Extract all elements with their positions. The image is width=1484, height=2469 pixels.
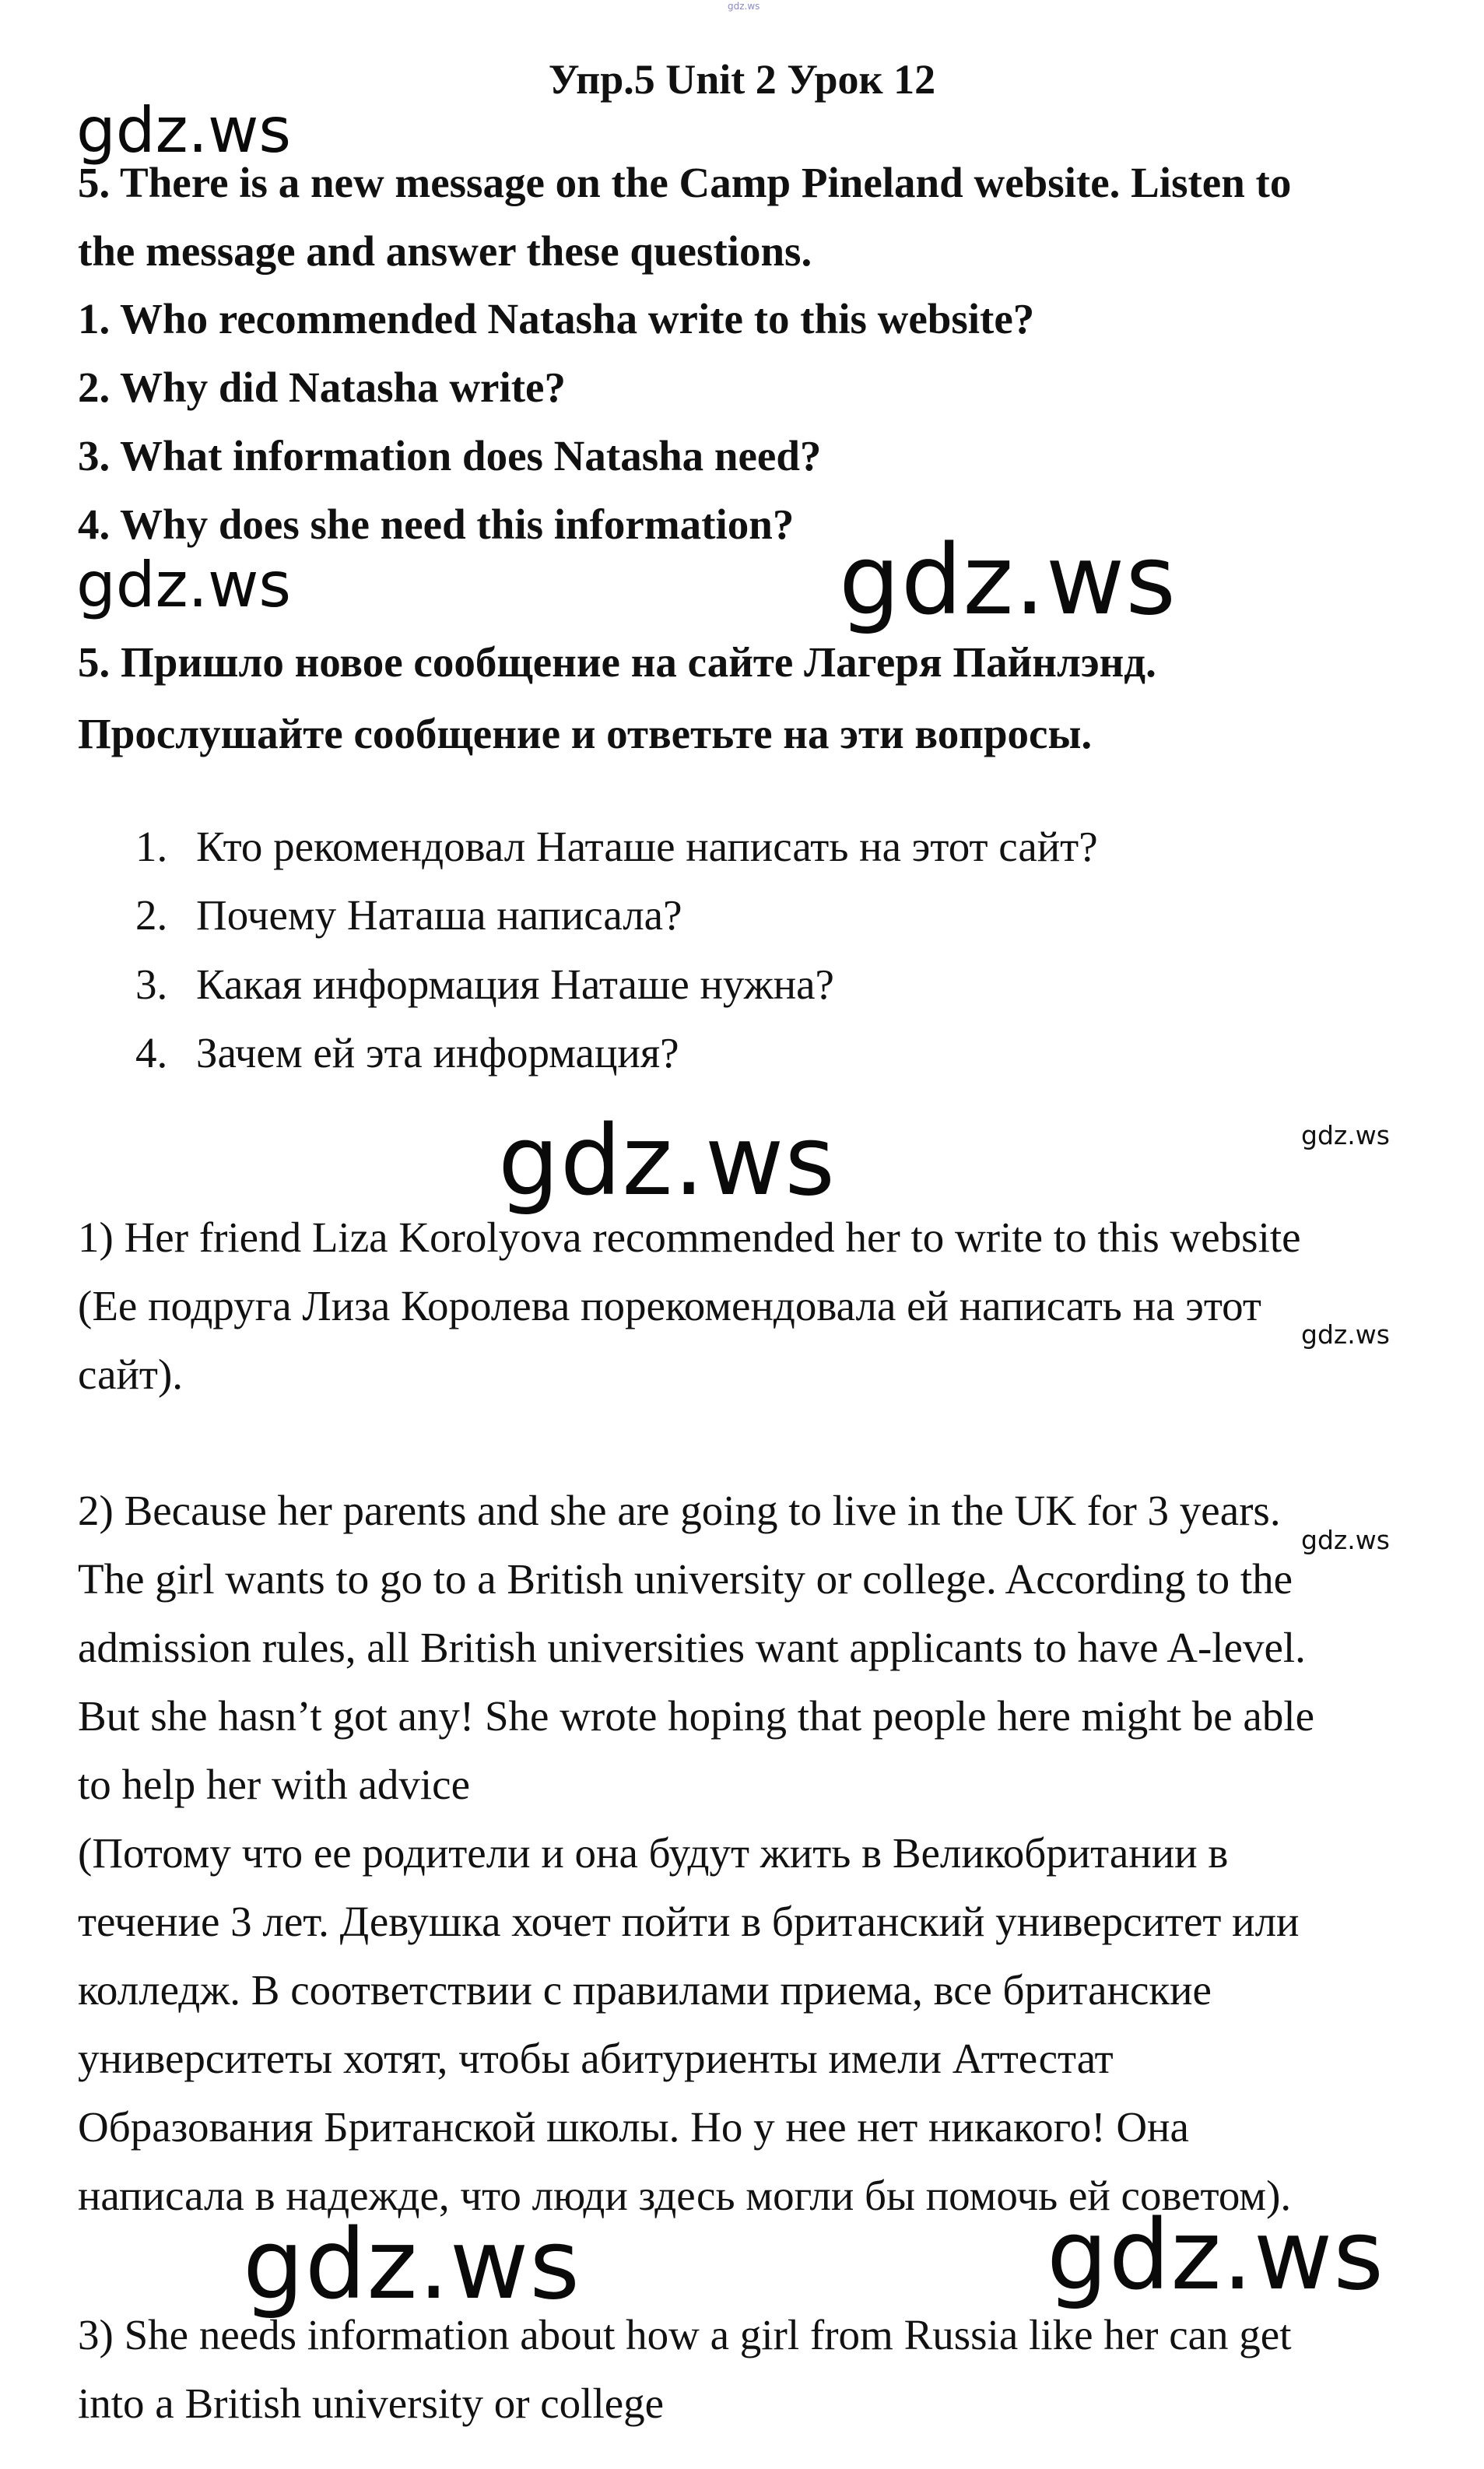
task-ru-line: Прослушайте сообщение и ответьте на эти вопросы.: [78, 710, 1093, 757]
answer-2-line: The girl wants to go to a British university or college. According to the: [78, 1555, 1293, 1603]
answer-2-line: течение 3 лет. Девушка хочет пойти в британский университет или: [78, 1898, 1300, 1945]
watermark: gdz.ws: [1301, 1319, 1390, 1350]
task-en-question: 1. Who recommended Natasha write to this website?: [78, 295, 1035, 342]
list-item-number: 4.: [135, 1029, 168, 1076]
list-item-number: 3.: [135, 961, 168, 1008]
answer-2-line: написала в надежде, что люди здесь могли бы помочь ей советом).: [78, 2172, 1292, 2219]
answer-1-line: 1) Her friend Liza Korolyova recommended her to write to this website: [78, 1213, 1301, 1261]
answer-3-line: 3) She needs information about how a girl from Russia like her can get: [78, 2311, 1292, 2358]
watermark: gdz.ws: [498, 1105, 836, 1217]
watermark: gdz.ws: [839, 525, 1177, 637]
answer-2-line: университеты хотят, чтобы абитуриенты имели Аттестат: [78, 2035, 1114, 2082]
task-en-question: 2. Why did Natasha write?: [78, 364, 566, 411]
list-item-text: Почему Наташа написала?: [196, 891, 682, 939]
answer-2-line: (Потому что ее родители и она будут жить в Великобритании в: [78, 1829, 1229, 1877]
list-item: [135, 890, 682, 941]
answer-3-line: into a British university or college: [78, 2379, 665, 2427]
answer-1-line: сайт).: [78, 1350, 184, 1398]
watermark: gdz.ws: [76, 94, 292, 167]
watermark-tiny: gdz.ws: [728, 1, 760, 12]
list-item: [135, 959, 834, 1010]
list-item: [135, 1027, 679, 1079]
answer-2-line: Образования Британской школы. Но у нее нет никакого! Она: [78, 2103, 1189, 2151]
answer-1-line: (Ее подруга Лиза Королева порекомендовала ей написать на этот: [78, 1282, 1261, 1329]
task-ru-line: 5. Пришло новое сообщение на сайте Лагеря Пайнлэнд.: [78, 638, 1156, 686]
answer-2-line: to help her with advice: [78, 1761, 470, 1808]
answer-2-line: колледж. В соответствии с правилами приема, все британские: [78, 1966, 1212, 2014]
task-en-question: 3. What information does Natasha need?: [78, 432, 822, 479]
answer-2-line: admission rules, all British universities want applicants to have A-level.: [78, 1624, 1306, 1671]
list-item-number: 2.: [135, 891, 168, 939]
answer-2-line: But she hasn’t got any! She wrote hoping that people here might be able: [78, 1692, 1315, 1740]
watermark: gdz.ws: [1301, 1525, 1390, 1555]
watermark: gdz.ws: [1047, 2200, 1384, 2312]
watermark: gdz.ws: [243, 2209, 581, 2321]
list-item-text: Зачем ей эта информация?: [196, 1029, 679, 1076]
task-en-line: 5. There is a new message on the Camp Pineland website. Listen to: [78, 159, 1292, 206]
watermark: gdz.ws: [1301, 1120, 1390, 1150]
task-en-line: the message and answer these questions.: [78, 227, 812, 275]
list-item-text: Кто рекомендовал Наташе написать на этот сайт?: [196, 823, 1098, 870]
task-en-question: 4. Why does she need this information?: [78, 500, 795, 548]
watermark: gdz.ws: [76, 549, 292, 621]
page-title: Упр.5 Unit 2 Урок 12: [548, 56, 936, 103]
list-item: [135, 821, 1098, 873]
list-item-number: 1.: [135, 823, 168, 870]
answer-2-line: 2) Because her parents and she are going to live in the UK for 3 years.: [78, 1487, 1281, 1534]
list-item-text: Какая информация Наташе нужна?: [196, 961, 834, 1008]
